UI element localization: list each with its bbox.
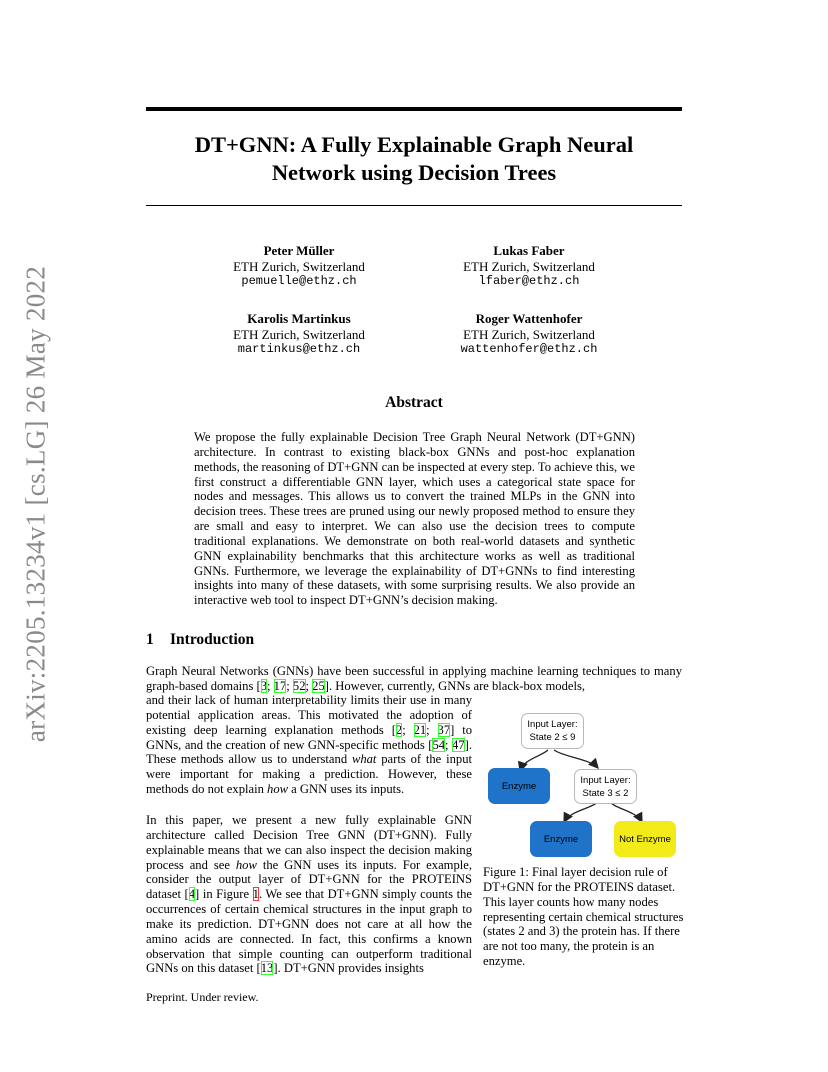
arxiv-id[interactable]: arXiv:2205.13234v1 [cs.LG] 26 May 2022 — [20, 265, 51, 743]
citation-link[interactable]: 4 — [188, 887, 196, 902]
text-run: in Figure — [199, 887, 253, 902]
section-number: 1 — [146, 631, 154, 648]
paper-title — [146, 131, 682, 187]
node-label: Input Layer: — [580, 774, 631, 786]
author-name: Karolis Martinkus — [247, 311, 351, 326]
section-heading — [146, 631, 254, 649]
author-name: Lukas Faber — [493, 243, 565, 258]
node-label: Input Layer: — [527, 719, 578, 730]
emphasis: what — [351, 752, 377, 767]
tree-leaf-not-enzyme[interactable] — [614, 821, 676, 857]
intro-paragraph-1-narrow: and their lack of human interpretability limits their use in many potential application areas. This motivated the adoption of existing deep learning explanation methods [2; 21; 37] to GNNs, and the creation of new GNN-specific methods [54; 47]. These methods allow us to understand what parts of the input were important for making a prediction. However, these methods do not explain how a GNN uses its inputs. — [146, 693, 472, 797]
citation-link[interactable]: 47 — [452, 737, 465, 752]
citation-link[interactable]: 25 — [312, 678, 325, 693]
author-affiliation: ETH Zurich, Switzerland — [463, 258, 595, 274]
figure-caption: Figure 1: Final layer decision rule of DT+GNN for the PROTEINS dataset. This layer counts how many nodes representing certain chemical structures (states 2 and 3) the protein has. If there are not too many, the protein is an enzyme. — [483, 865, 684, 969]
citation-link[interactable]: 3 — [260, 678, 268, 693]
author-name: Roger Wattenhofer — [475, 311, 583, 326]
citation-link[interactable]: 37 — [437, 722, 451, 737]
figure-decision-tree — [480, 705, 690, 865]
citation-link[interactable]: 54 — [432, 737, 446, 752]
footer-note: Preprint. Under review. — [146, 990, 259, 1004]
text-run: the GNN uses its inputs. For example, consider the output layer of DT+GNN for the PROTEINS dataset — [146, 857, 472, 902]
text-run: In this paper, we present a new fully explainable GNN architecture called Decision Tree GNN (DT+GNN). Fully explainable means that we can also inspect the decision making process and see — [146, 813, 472, 872]
tree-edge — [564, 802, 598, 822]
author-affiliation: ETH Zurich, Switzerland — [463, 326, 595, 342]
author-block — [189, 311, 409, 358]
text-run: Graph Neural Networks (GNNs) have been successful in applying machine learning techniques to many graph-based domains — [146, 664, 682, 693]
paper-title-line1: DT+GNN: A Fully Explainable Graph Neural — [194, 132, 634, 157]
tree-node-child[interactable] — [574, 769, 637, 804]
author-email[interactable]: pemuelle@ethz.ch — [241, 274, 357, 288]
citation-link[interactable]: 21 — [413, 722, 427, 737]
citation-link[interactable]: 52 — [292, 678, 306, 693]
paper-title-line2: Network using Decision Trees — [271, 160, 557, 185]
text-run: . DT+GNN provides insights — [277, 961, 424, 976]
author-block — [189, 243, 409, 290]
title-rule-bottom — [146, 205, 682, 206]
tree-leaf-enzyme[interactable] — [488, 768, 550, 804]
emphasis: how — [267, 782, 289, 797]
tree-node-root[interactable] — [521, 713, 584, 749]
text-run: . We see that DT+GNN simply counts the occurrences of certain chemical structures in the input graph to make its prediction. DT+GNN does not care at all how the amino acids are connected. In fact, this confirms a known observation that simple counting can outperform traditional GNNs on this dataset — [146, 887, 473, 976]
node-condition: State 2 ≤ 9 — [529, 732, 576, 743]
tree-edge — [610, 802, 642, 822]
leaf-label: Enzyme — [543, 833, 579, 845]
author-email[interactable]: lfaber@ethz.ch — [478, 274, 580, 288]
tree-leaf-enzyme[interactable] — [530, 821, 592, 857]
node-condition: State 3 ≤ 2 — [582, 787, 629, 799]
text-run: a GNN uses its inputs. — [288, 782, 405, 797]
text-run: . These methods allow us to understand — [146, 737, 472, 767]
abstract-heading: Abstract — [385, 394, 443, 411]
author-affiliation: ETH Zurich, Switzerland — [233, 326, 365, 342]
abstract-text: We propose the fully explainable Decision Tree Graph Neural Network (DT+GNN) architecture. In contrast to existing black-box GNNs and post-hoc explanation methods, the reasoning of DT+GNN can be inspected at every step. To achieve this, we first construct a differentiable GNN layer, which uses a categorical state space for nodes and messages. This allows us to convert the trained MLPs in the GNN into decision trees. These trees are pruned using our newly proposed method to ensure they are small and easy to interpret. We can also use the decision trees to compute traditional explanations. We demonstrate on both real-world datasets and synthetic GNN explainability benchmarks that this architecture works as well as traditional GNNs. Furthermore, we leverage the explainability of DT+GNNs to find interesting insights into many of these datasets, with some surprising results. We also provide an interactive web tool to inspect DT+GNN’s decision making. — [194, 430, 635, 608]
figure-link[interactable]: 1 — [252, 887, 259, 902]
text-run: . However, currently, GNNs are black-box models, — [328, 678, 586, 693]
citation-link[interactable]: 13 — [260, 961, 274, 976]
section-title: Introduction — [170, 631, 255, 648]
text-run: parts of the input were important for making a prediction. However, these methods do not explain — [146, 752, 472, 797]
tree-edge — [554, 750, 598, 768]
leaf-label: Enzyme — [501, 780, 537, 792]
citation-link[interactable]: 17 — [273, 678, 287, 693]
text-run: and their lack of human interpretability limits their use in many potential application areas. This motivated the adoption of existing deep learning explanation methods — [146, 693, 472, 737]
author-block — [419, 311, 639, 358]
title-rule-top — [146, 107, 682, 111]
text-run: to GNNs, and the creation of new GNN-specific methods — [146, 722, 472, 752]
emphasis: how — [235, 857, 257, 872]
author-email[interactable]: wattenhofer@ethz.ch — [460, 342, 598, 356]
author-affiliation: ETH Zurich, Switzerland — [233, 258, 365, 274]
intro-paragraph-1-wide: Graph Neural Networks (GNNs) have been successful in applying machine learning techniques to many graph-based domains [3; 17; 52; 25]. However, currently, GNNs are black-box models, — [146, 664, 682, 693]
leaf-label: Not Enzyme — [619, 833, 671, 845]
author-name: Peter Müller — [263, 243, 335, 258]
author-block — [419, 243, 639, 290]
intro-paragraph-2: In this paper, we present a new fully explainable GNN architecture called Decision Tree GNN (DT+GNN). Fully explainable means that we can also inspect the decision making process and see how the GNN uses its inputs. For example, consider the output layer of DT+GNN for the PROTEINS dataset [4] in Figure 1. We see that DT+GNN simply counts the occurrences of certain chemical structures in the input graph to make its prediction. DT+GNN does not care at all how the amino acids are connected. In fact, this confirms a known observation that simple counting can outperform traditional GNNs on this dataset [13]. DT+GNN provides insights — [146, 813, 473, 976]
author-email[interactable]: martinkus@ethz.ch — [237, 342, 361, 356]
citation-link[interactable]: 2 — [395, 722, 403, 737]
